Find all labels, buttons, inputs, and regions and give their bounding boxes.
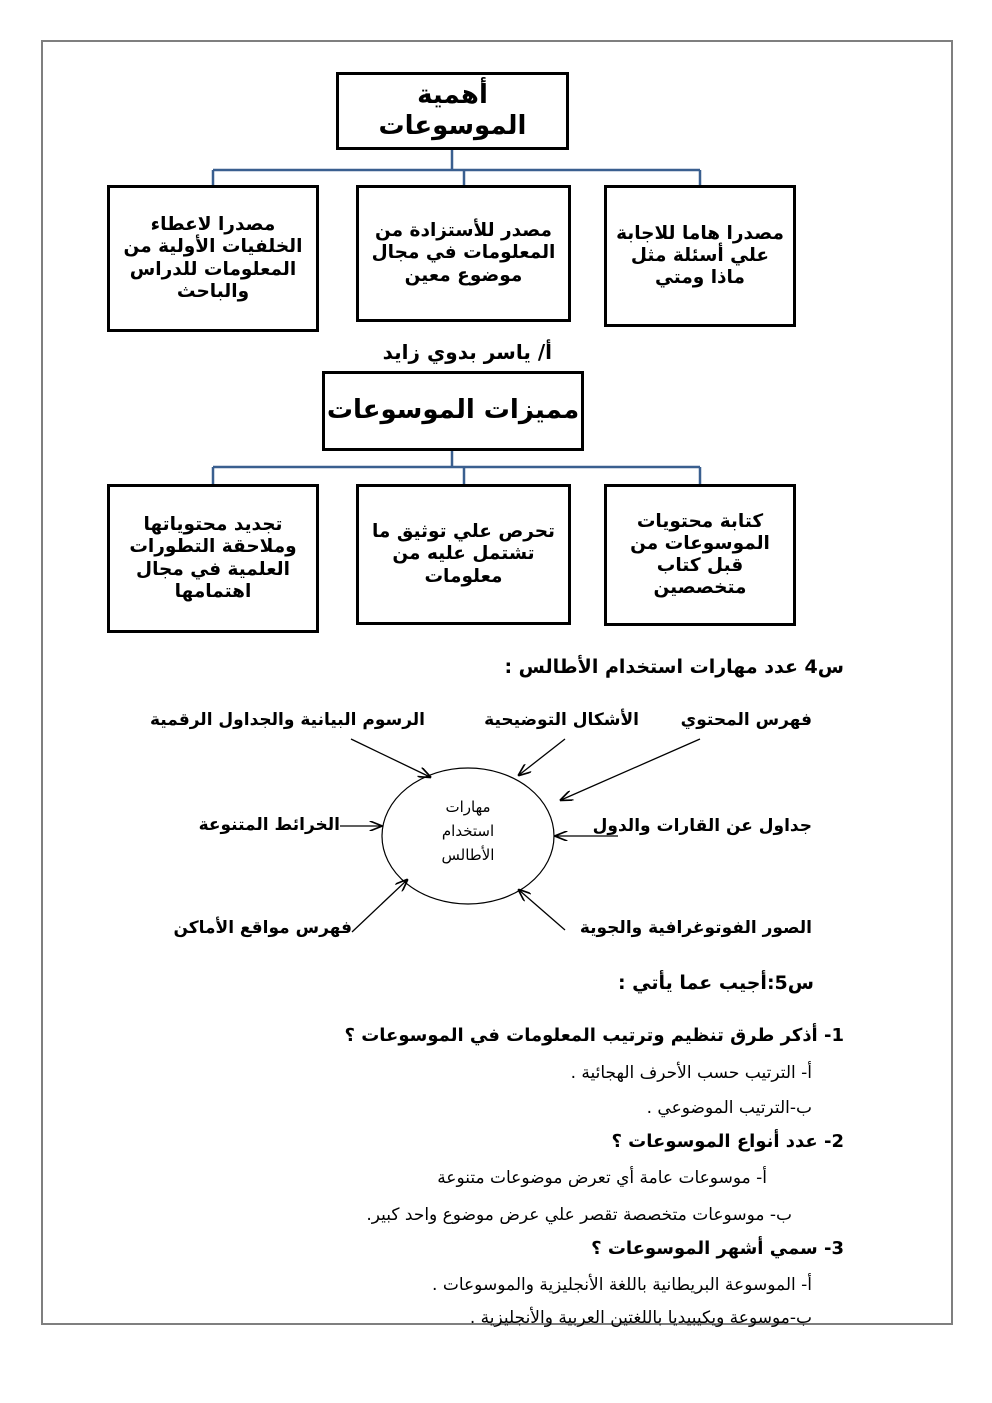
skills-center-label [410, 795, 526, 867]
skill-maps: الخرائط المتنوعة [198, 815, 340, 835]
skill-places-index: فهرس مواقع الأماكن [173, 918, 352, 938]
q5-answer-1b: ب-الترتيب الموضوعي . [646, 1098, 812, 1118]
q5-question-3: 3- سمي أشهر الموسوعات ؟ [591, 1238, 844, 1259]
chart1-title: أهمية الموسوعات [378, 79, 527, 141]
arrow-content-index [561, 739, 700, 800]
q5-question-2: 2- عدد أنواع الموسوعات ؟ [611, 1131, 844, 1152]
chart2-item-1-text: كتابة محتويات الموسوعات من قبل كتاب متخصصين [630, 510, 770, 599]
skill-illustrations: الأشكال التوضيحية [484, 710, 639, 730]
author-name: أ/ ياسر بدوي زايد [382, 340, 552, 364]
q5-answer-3b: ب-موسوعة ويكيبيديا باللغتين العربية والأنجليزية . [469, 1308, 812, 1328]
skill-graphs-tables: الرسوم البيانية والجداول الرقمية [149, 710, 425, 730]
skill-photos: الصور الفوتوغرافية والجوية [579, 918, 812, 938]
center-line-2: استخدام [441, 822, 495, 840]
chart1-item-3-text: مصدرا لاعطاء الخلفيات الأولية من المعلومات للدراس والباحث [123, 214, 303, 302]
center-line-1: مهارات [445, 798, 491, 816]
q5-answer-2b: ب- موسوعات متخصصة تقصر علي عرض موضوع واحد كبير. [366, 1205, 792, 1225]
q5-answer-2a: أ- موسوعات عامة أي تعرض موضوعات متنوعة [437, 1168, 767, 1188]
arrow-graphs [351, 739, 430, 777]
chart1-item-2-text: مصدر للأستزادة من المعلومات في مجال موضوع معين [371, 220, 556, 286]
arrow-photos [519, 890, 565, 930]
skill-continents-tables: جداول عن القارات والدول [592, 816, 812, 836]
chart2-title: مميزات الموسوعات [326, 395, 580, 426]
q4-heading: س4 عدد مهارات استخدام الأطالس : [504, 656, 844, 678]
chart2-item-3-text: تجديد محتوياتها وملاحقة التطورات العلمية في مجال اهتمامها [129, 514, 297, 602]
q5-heading: س5:أجيب عما يأتي : [617, 972, 814, 994]
chart1-item-1-text: مصدرا هاما للاجابة علي أسئلة مثل ماذا ومتي [616, 222, 784, 289]
q5-answer-1a: أ- الترتيب حسب الأحرف الهجائية . [570, 1063, 812, 1083]
center-line-3: الأطالس [441, 846, 495, 864]
q5-question-1: 1- أذكر طرق تنظيم وترتيب المعلومات في الموسوعات ؟ [344, 1025, 844, 1046]
q5-answer-3a: أ- الموسوعة البريطانية باللغة الأنجليزية والموسوعات . [432, 1275, 812, 1295]
skill-content-index: فهرس المحتوي [680, 710, 812, 730]
arrow-illustrations [519, 739, 565, 775]
chart2-item-2-text: تحرص علي توثيق ما تشتمل عليه من معلومات [371, 521, 556, 587]
arrow-places [352, 880, 407, 932]
